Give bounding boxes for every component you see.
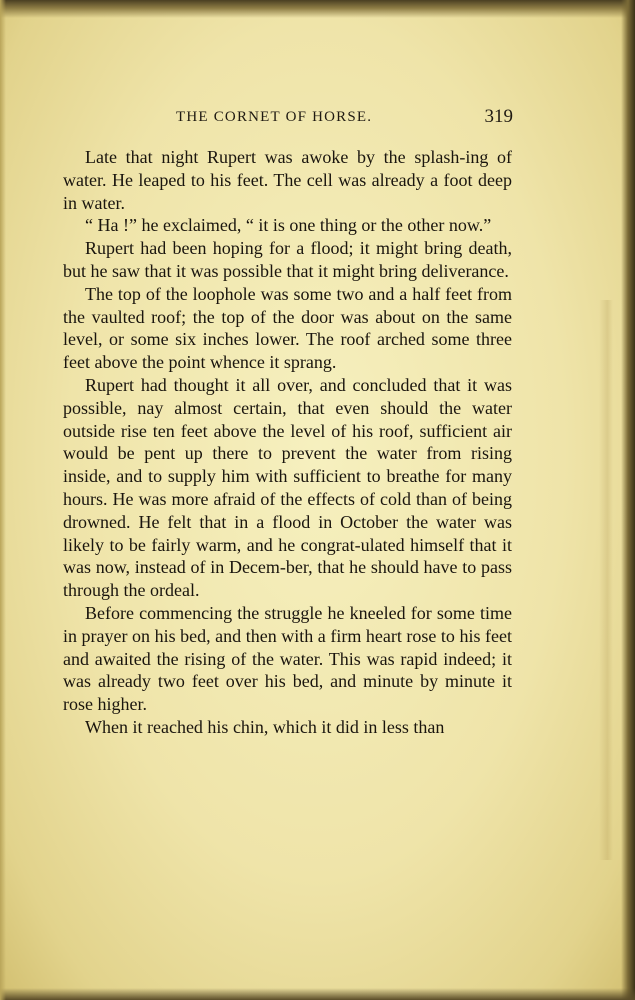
paragraph: Rupert had been hoping for a flood; it might bring death, but he saw that it was possible that it might bring deliverance. [63,238,512,281]
page-edge-right [621,0,635,1000]
paragraph: Before commencing the struggle he kneeled for some time in prayer on his bed, and then with a firm heart rose to his feet and awaited the rising of the water. This was rapid indeed; it was already two feet over his bed, and minute by minute it rose higher. [63,602,512,715]
page-header [85,106,513,130]
paragraph: Rupert had thought it all over, and concluded that it was possible, nay almost certain, that even should the water outside rise ten feet above the level of his roof, sufficient air would be pent up there to prevent the water from rising inside, and to supply him with sufficient to breathe for many hours. He was more afraid of the effects of cold than of being drowned. He felt that in a flood in October the water was likely to be fairly warm, and he congrat-ulated himself that it was now, instead of in Decem-ber, that he should have to pass through the ordeal. [63,374,512,601]
page-edge-bottom [0,988,635,1000]
paragraph: “ Ha !” he exclaimed, “ it is one thing or the other now.” [85,215,492,236]
page-edge-top [0,0,635,18]
paragraph: Late that night Rupert was awoke by the splash-ing of water. He leaped to his feet. The cell was already a foot deep in water. [63,147,512,213]
running-head: THE CORNET OF HORSE. [176,109,373,125]
paper-stain [599,300,613,860]
paragraph: When it reached his chin, which it did in less than [85,716,445,737]
paragraph: The top of the loophole was some two and a half feet from the vaulted roof; the top of the door was about on the same level, or some six inches lower. The roof arched some three feet above the point whence it sprang. [63,283,512,373]
page-number: 319 [484,106,513,127]
page-edge-left [0,0,6,1000]
body-text [63,146,512,739]
